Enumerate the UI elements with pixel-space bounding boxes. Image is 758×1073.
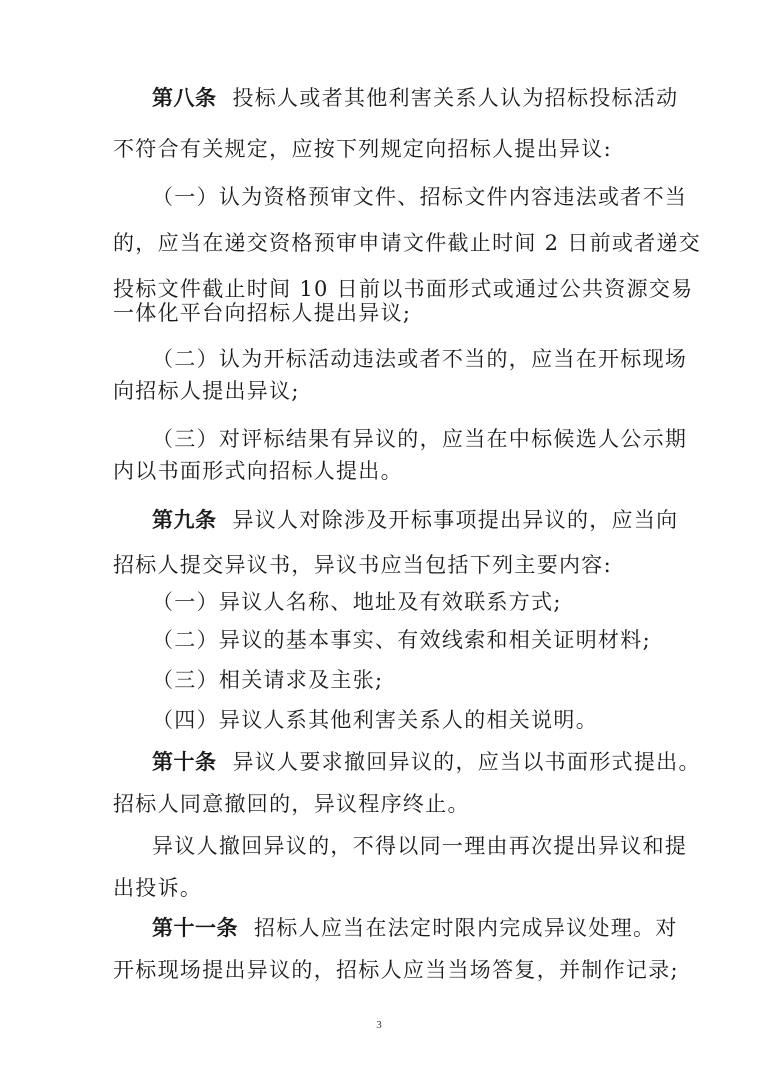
page-number: 3 [376,1019,382,1031]
article-8-item-3-line-2: 内以书面形式向招标人提出。 [113,459,403,483]
article-9-line-2: 招标人提交异议书，异议书应当包括下列主要内容: [113,553,612,577]
article-9-item-2: （二）异议的基本事实、有效线索和相关证明材料; [152,628,651,652]
article-9-item-4: （四）异议人系其他利害关系人的相关说明。 [152,708,598,732]
article-11-heading: 第十一条 [152,916,238,940]
article-10-para-2-line-1: 异议人撤回异议的，不得以同一理由再次提出异议和提 [152,834,688,858]
article-8-line-1 [152,86,678,110]
article-11-line-1 [152,916,678,940]
article-8-item-1-line-4: 一体化平台向招标人提出异议; [113,301,412,325]
article-10-line-1 [152,750,701,774]
article-8-item-1-line-3: 投标文件截止时间 10 日前以书面形式或通过公共资源交易 [113,277,694,301]
article-10-line-2: 招标人同意撤回的，异议程序终止。 [113,792,470,816]
article-8-item-2-line-2: 向招标人提出异议; [113,379,300,403]
article-9-item-1: （一）异议人名称、地址及有效联系方式; [152,590,562,614]
article-11-line-2: 开标现场提出异议的，招标人应当当场答复，并制作记录; [113,958,679,982]
article-9-heading: 第九条 [152,508,217,532]
article-8-line-2: 不符合有关规定，应按下列规定向招标人提出异议: [113,137,612,161]
article-8-text: 投标人或者其他利害关系人认为招标投标活动 [232,86,679,110]
article-8-heading: 第八条 [152,86,217,110]
article-10-heading: 第十条 [152,750,217,774]
article-9-item-3: （三）相关请求及主张; [152,668,384,692]
article-9-line-1 [152,508,678,532]
article-8-item-3-line-1: （三）对评标结果有异议的，应当在中标候选人公示期 [152,427,688,451]
article-8-item-1-line-2: 的，应当在递交资格预审申请文件截止时间 2 日前或者递交 [113,231,702,255]
article-8-item-1-line-1: （一）认为资格预审文件、招标文件内容违法或者不当 [152,185,688,209]
article-9-text: 异议人对除涉及开标事项提出异议的，应当向 [232,508,679,532]
article-10-text: 异议人要求撤回异议的，应当以书面形式提出。 [232,750,701,774]
article-11-text: 招标人应当在法定时限内完成异议处理。对 [253,916,678,940]
article-10-para-2-line-2: 出投诉。 [113,876,203,900]
article-8-item-2-line-1: （二）认为开标活动违法或者不当的，应当在开标现场 [152,347,688,371]
